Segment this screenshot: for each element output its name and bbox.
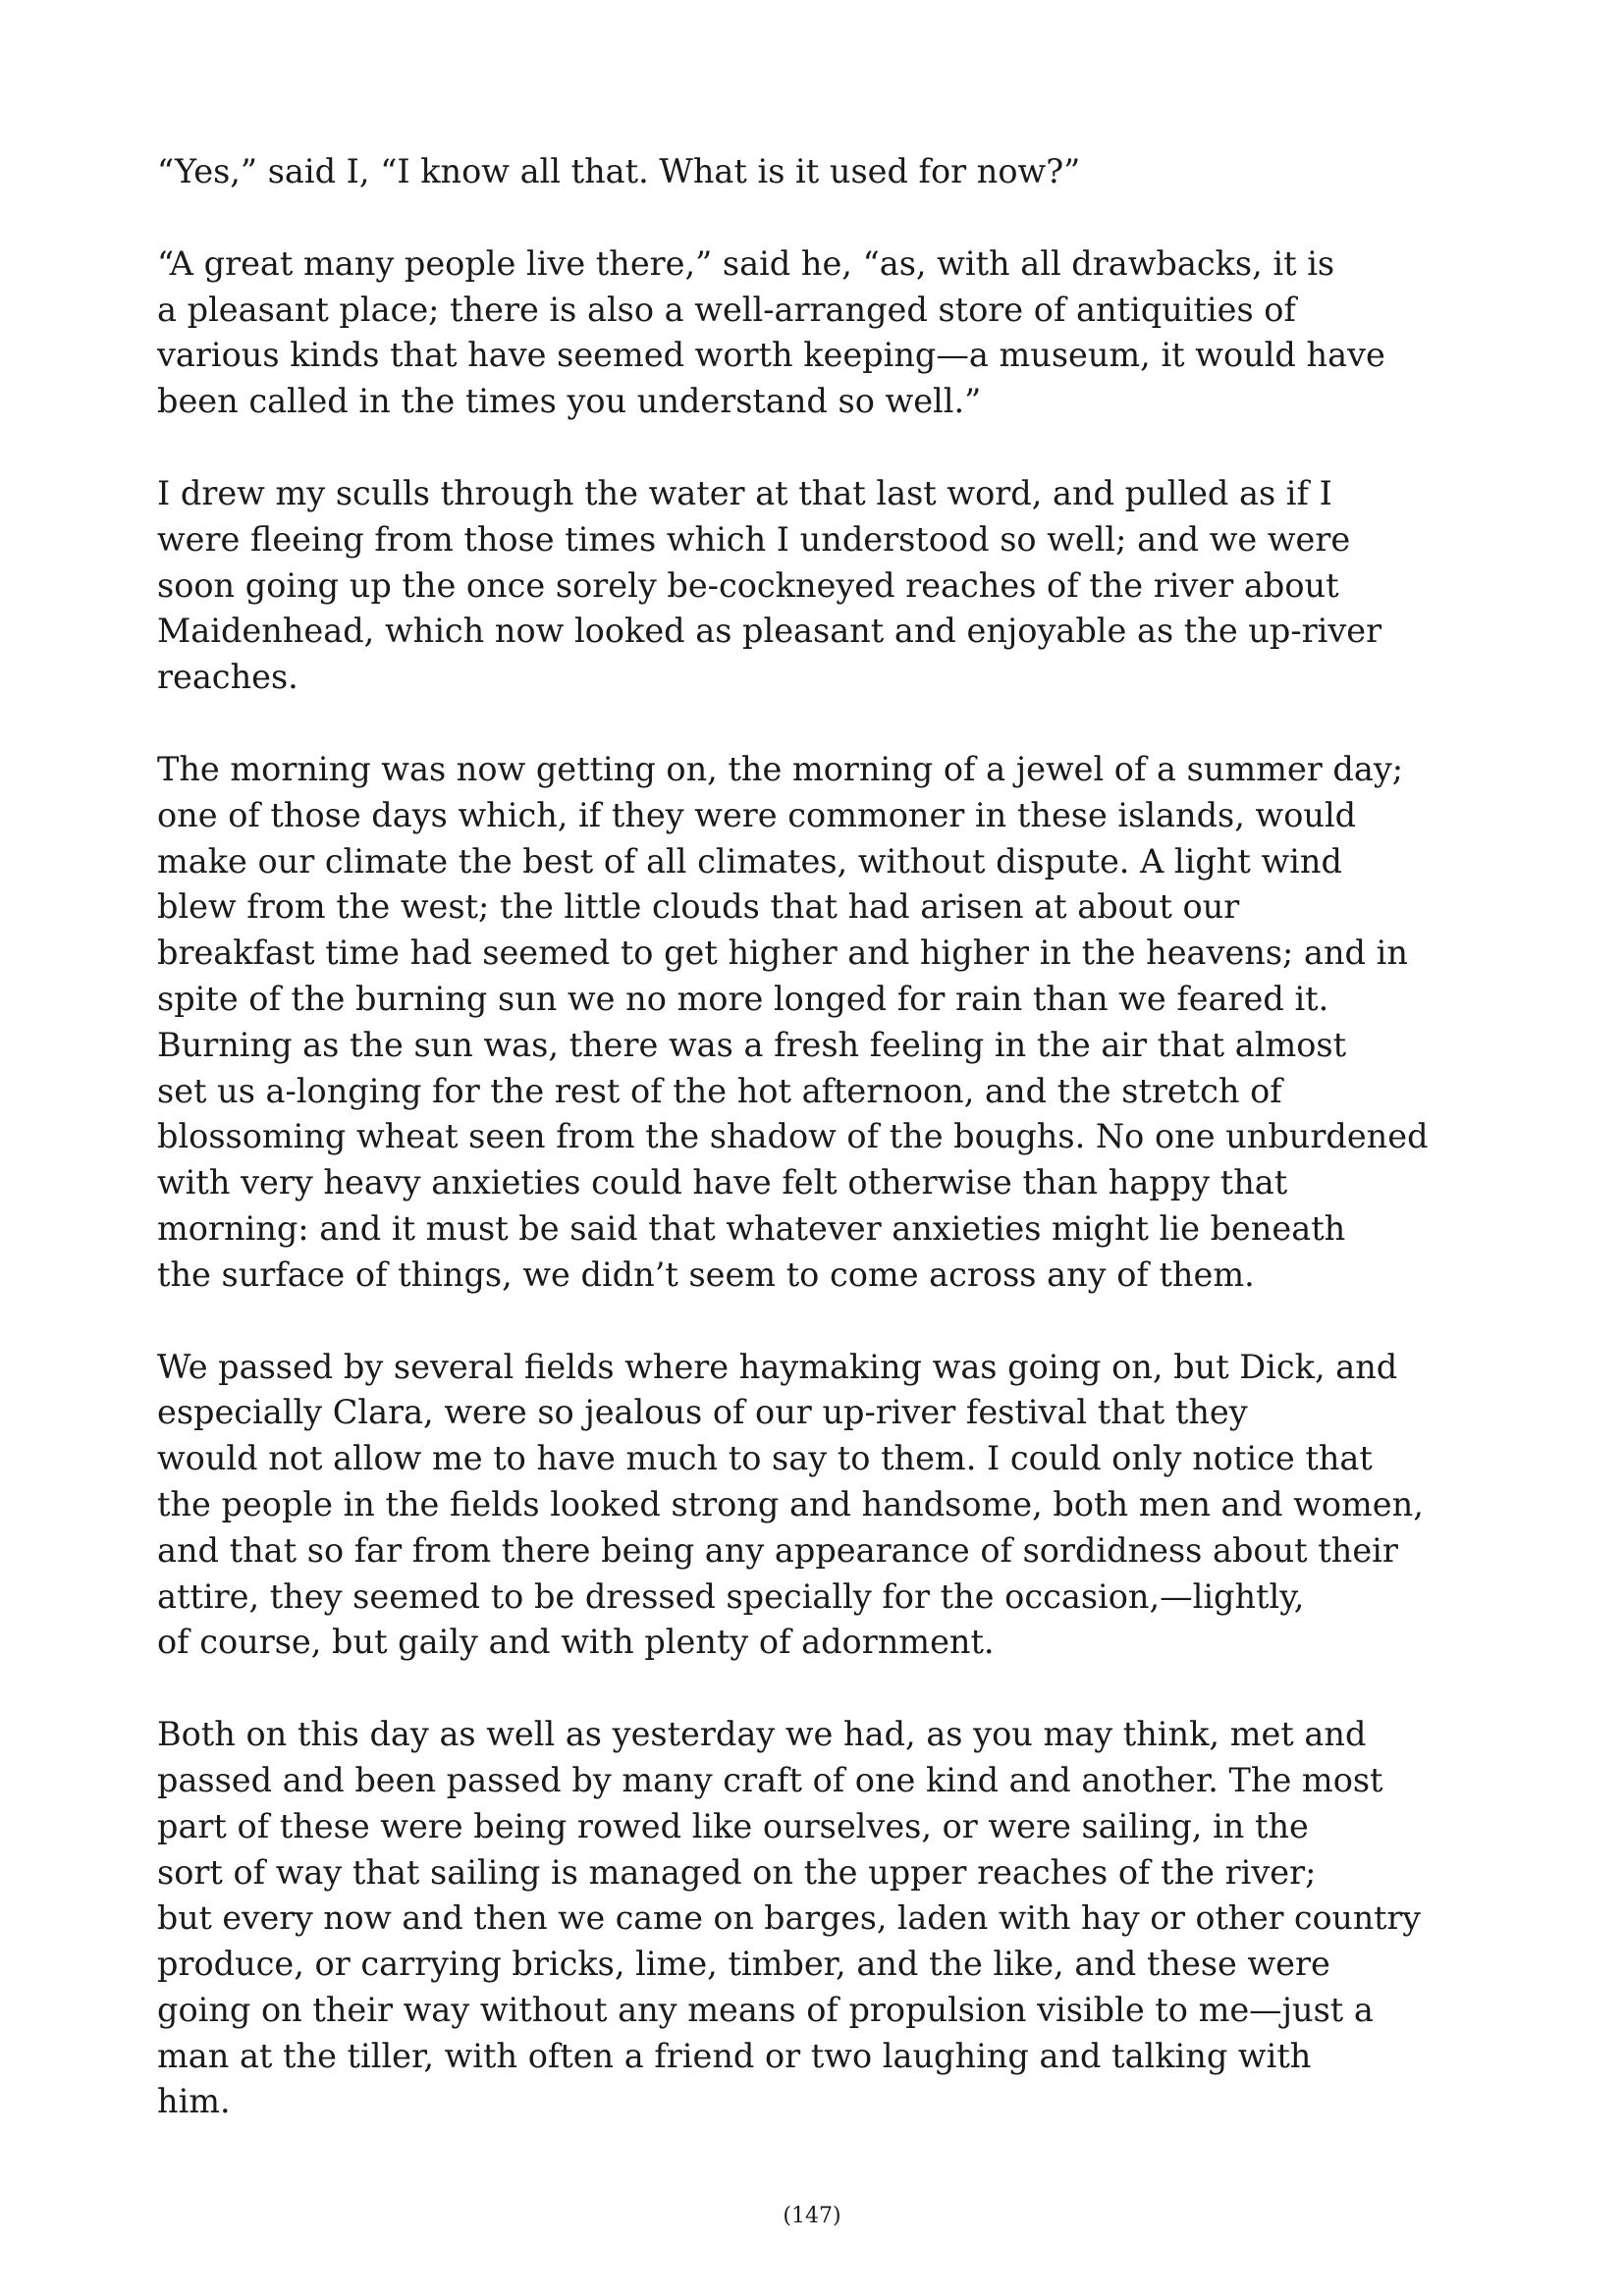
text-line: Both on this day as well as yesterday we had, as you may think, met and bbox=[157, 1715, 1367, 1754]
paragraph-5 bbox=[157, 1345, 1434, 1667]
text-line: with very heavy anxieties could have felt otherwise than happy that bbox=[157, 1163, 1288, 1202]
text-line: one of those days which, if they were commoner in these islands, would bbox=[157, 795, 1357, 834]
paragraph-2 bbox=[157, 241, 1434, 425]
text-line: of course, but gaily and with plenty of adornment. bbox=[157, 1623, 995, 1662]
text-line: reaches. bbox=[157, 658, 298, 697]
text-line: the surface of things, we didn’t seem to come across any of them. bbox=[157, 1255, 1255, 1294]
text-line: breakfast time had seemed to get higher and higher in the heavens; and in bbox=[157, 934, 1408, 973]
text-line: especially Clara, were so jealous of our up-river festival that they bbox=[157, 1393, 1248, 1432]
text-line: but every now and then we came on barges, laden with hay or other country bbox=[157, 1898, 1421, 1938]
text-line: Burning as the sun was, there was a fresh feeling in the air that almost bbox=[157, 1025, 1347, 1064]
text-line: passed and been passed by many craft of one kind and another. The most bbox=[157, 1760, 1383, 1799]
body-text bbox=[157, 149, 1434, 2125]
text-line: sort of way that sailing is managed on the upper reaches of the river; bbox=[157, 1852, 1317, 1892]
text-line: would not allow me to have much to say to them. I could only notice that bbox=[157, 1439, 1373, 1478]
text-line: “Yes,” said I, “I know all that. What is it used for now?” bbox=[157, 152, 1081, 190]
text-line: Maidenhead, which now looked as pleasant and enjoyable as the up-river bbox=[157, 612, 1382, 651]
text-line: We passed by several fields where haymaking was going on, but Dick, and bbox=[157, 1347, 1398, 1386]
text-line: the people in the fields looked strong and handsome, both men and women, bbox=[157, 1484, 1424, 1523]
text-line: various kinds that have seemed worth keeping—a museum, it would have bbox=[157, 336, 1385, 375]
text-line: man at the tiller, with often a friend or two laughing and talking with bbox=[157, 2036, 1312, 2075]
text-line: and that so far from there being any appearance of sordidness about their bbox=[157, 1530, 1398, 1570]
text-line: set us a-longing for the rest of the hot afternoon, and the stretch of bbox=[157, 1071, 1282, 1110]
text-line: attire, they seemed to be dressed specially for the occasion,—lightly, bbox=[157, 1576, 1305, 1616]
page-number: (147) bbox=[783, 2204, 841, 2228]
text-line: spite of the burning sun we no more longed for rain than we feared it. bbox=[157, 979, 1329, 1018]
text-line: The morning was now getting on, the morning of a jewel of a summer day; bbox=[157, 749, 1404, 788]
paragraph-6 bbox=[157, 1712, 1434, 2125]
text-line: soon going up the once sorely be-cockneyed reaches of the river about bbox=[157, 565, 1339, 605]
paragraph-4 bbox=[157, 747, 1434, 1299]
paragraph-1 bbox=[157, 149, 1434, 195]
text-line: him. bbox=[157, 2082, 231, 2121]
text-line: were fleeing from those times which I understood so well; and we were bbox=[157, 519, 1351, 559]
paragraph-3 bbox=[157, 471, 1434, 701]
text-line: going on their way without any means of propulsion visible to me—just a bbox=[157, 1990, 1374, 2029]
text-line: make our climate the best of all climates, without dispute. A light wind bbox=[157, 841, 1342, 881]
text-line: I drew my sculls through the water at that last word, and pulled as if I bbox=[157, 473, 1332, 512]
text-line: blossoming wheat seen from the shadow of the boughs. No one unburdened bbox=[157, 1117, 1429, 1156]
text-line: produce, or carrying bricks, lime, timber, and the like, and these were bbox=[157, 1945, 1330, 1984]
text-line: part of these were being rowed like ourselves, or were sailing, in the bbox=[157, 1806, 1309, 1845]
text-line: been called in the times you understand so well.” bbox=[157, 382, 982, 421]
text-line: “A great many people live there,” said he, “as, with all drawbacks, it is bbox=[157, 243, 1335, 283]
text-line: morning: and it must be said that whatever anxieties might lie beneath bbox=[157, 1208, 1346, 1248]
text-line: blew from the west; the little clouds that had arisen at about our bbox=[157, 887, 1240, 927]
text-line: a pleasant place; there is also a well-arranged store of antiquities of bbox=[157, 290, 1296, 329]
